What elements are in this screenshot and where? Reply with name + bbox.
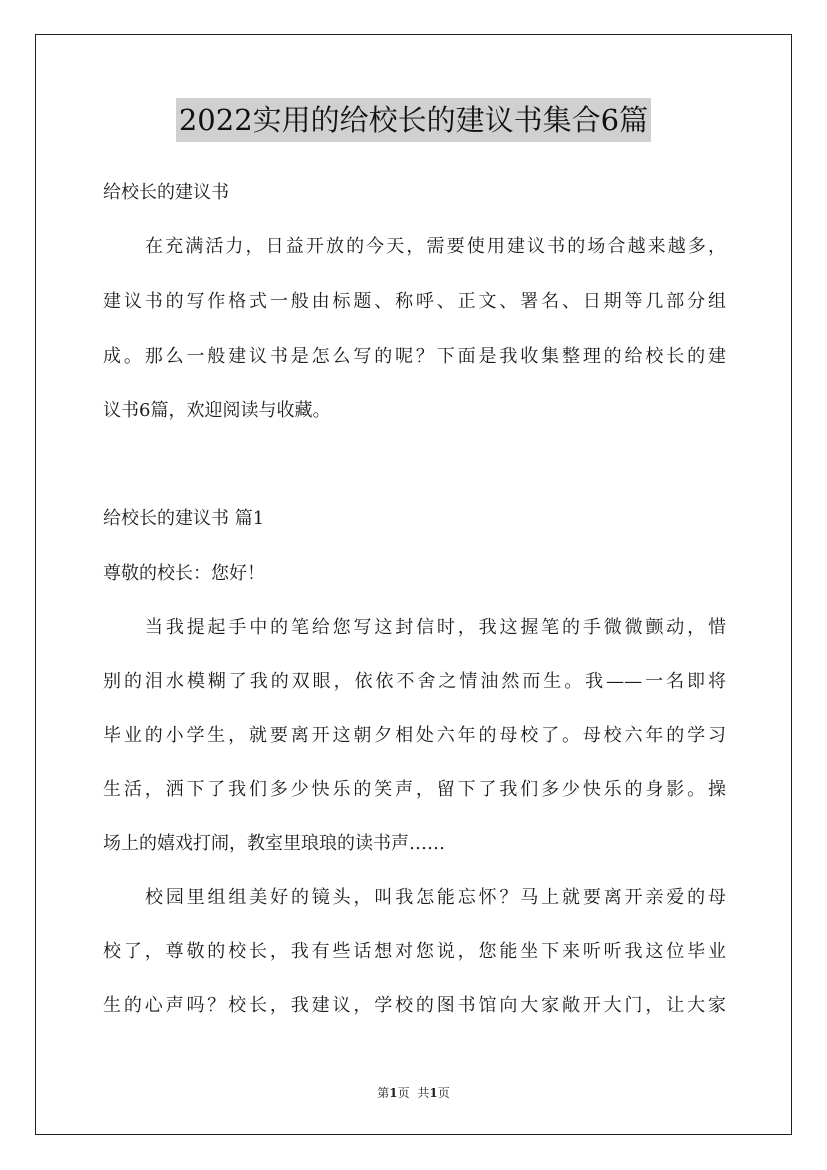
paragraph-line: 生的心声吗？校长，我建议，学校的图书馆向大家敞开大门，让大家 [103, 995, 726, 1016]
paragraph-line: 建议书的写作格式一般由标题、称呼、正文、署名、日期等几部分组 [103, 291, 726, 312]
paragraph-line: 场上的嬉戏打闹，教室里琅琅的读书声…… [103, 833, 445, 854]
paragraph-line: 别的泪水模糊了我的双眼，依依不舍之情油然而生。我——一名即将 [103, 671, 726, 692]
paragraph-line: 当我提起手中的笔给您写这封信时，我这握笔的手微微颤动，惜 [145, 617, 726, 638]
page-number: 1 [389, 1086, 398, 1100]
title-container [0, 98, 827, 142]
page-number-suffix: 页 [397, 1086, 410, 1100]
total-pages: 1 [429, 1086, 438, 1100]
total-pages-suffix: 页 [437, 1086, 450, 1100]
paragraph-line: 校了，尊敬的校长，我有些话想对您说，您能坐下来听听我这位毕业 [103, 941, 726, 962]
page-footer [0, 1085, 827, 1101]
paragraph-line: 成。那么一般建议书是怎么写的呢？下面是我收集整理的给校长的建 [103, 346, 726, 367]
paragraph-line: 毕业的小学生，就要离开这朝夕相处六年的母校了。母校六年的学习 [103, 725, 726, 746]
section-heading-part1: 给校长的建议书 篇1 [103, 508, 265, 529]
page-number-prefix: 第 [377, 1086, 390, 1100]
paragraph-line: 生活，洒下了我们多少快乐的笑声，留下了我们多少快乐的身影。操 [103, 779, 726, 800]
document-title: 2022实用的给校长的建议书集合6篇 [176, 98, 651, 142]
paragraph-line: 在充满活力，日益开放的今天，需要使用建议书的场合越来越多， [145, 236, 726, 257]
section-heading-intro: 给校长的建议书 [103, 182, 229, 203]
total-pages-prefix: 共 [417, 1086, 430, 1100]
paragraph-line: 校园里组组美好的镜头，叫我怎能忘怀？马上就要离开亲爱的母 [145, 887, 726, 908]
paragraph-line: 议书6篇，欢迎阅读与收藏。 [103, 400, 331, 421]
salutation: 尊敬的校长：您好！ [103, 563, 265, 584]
